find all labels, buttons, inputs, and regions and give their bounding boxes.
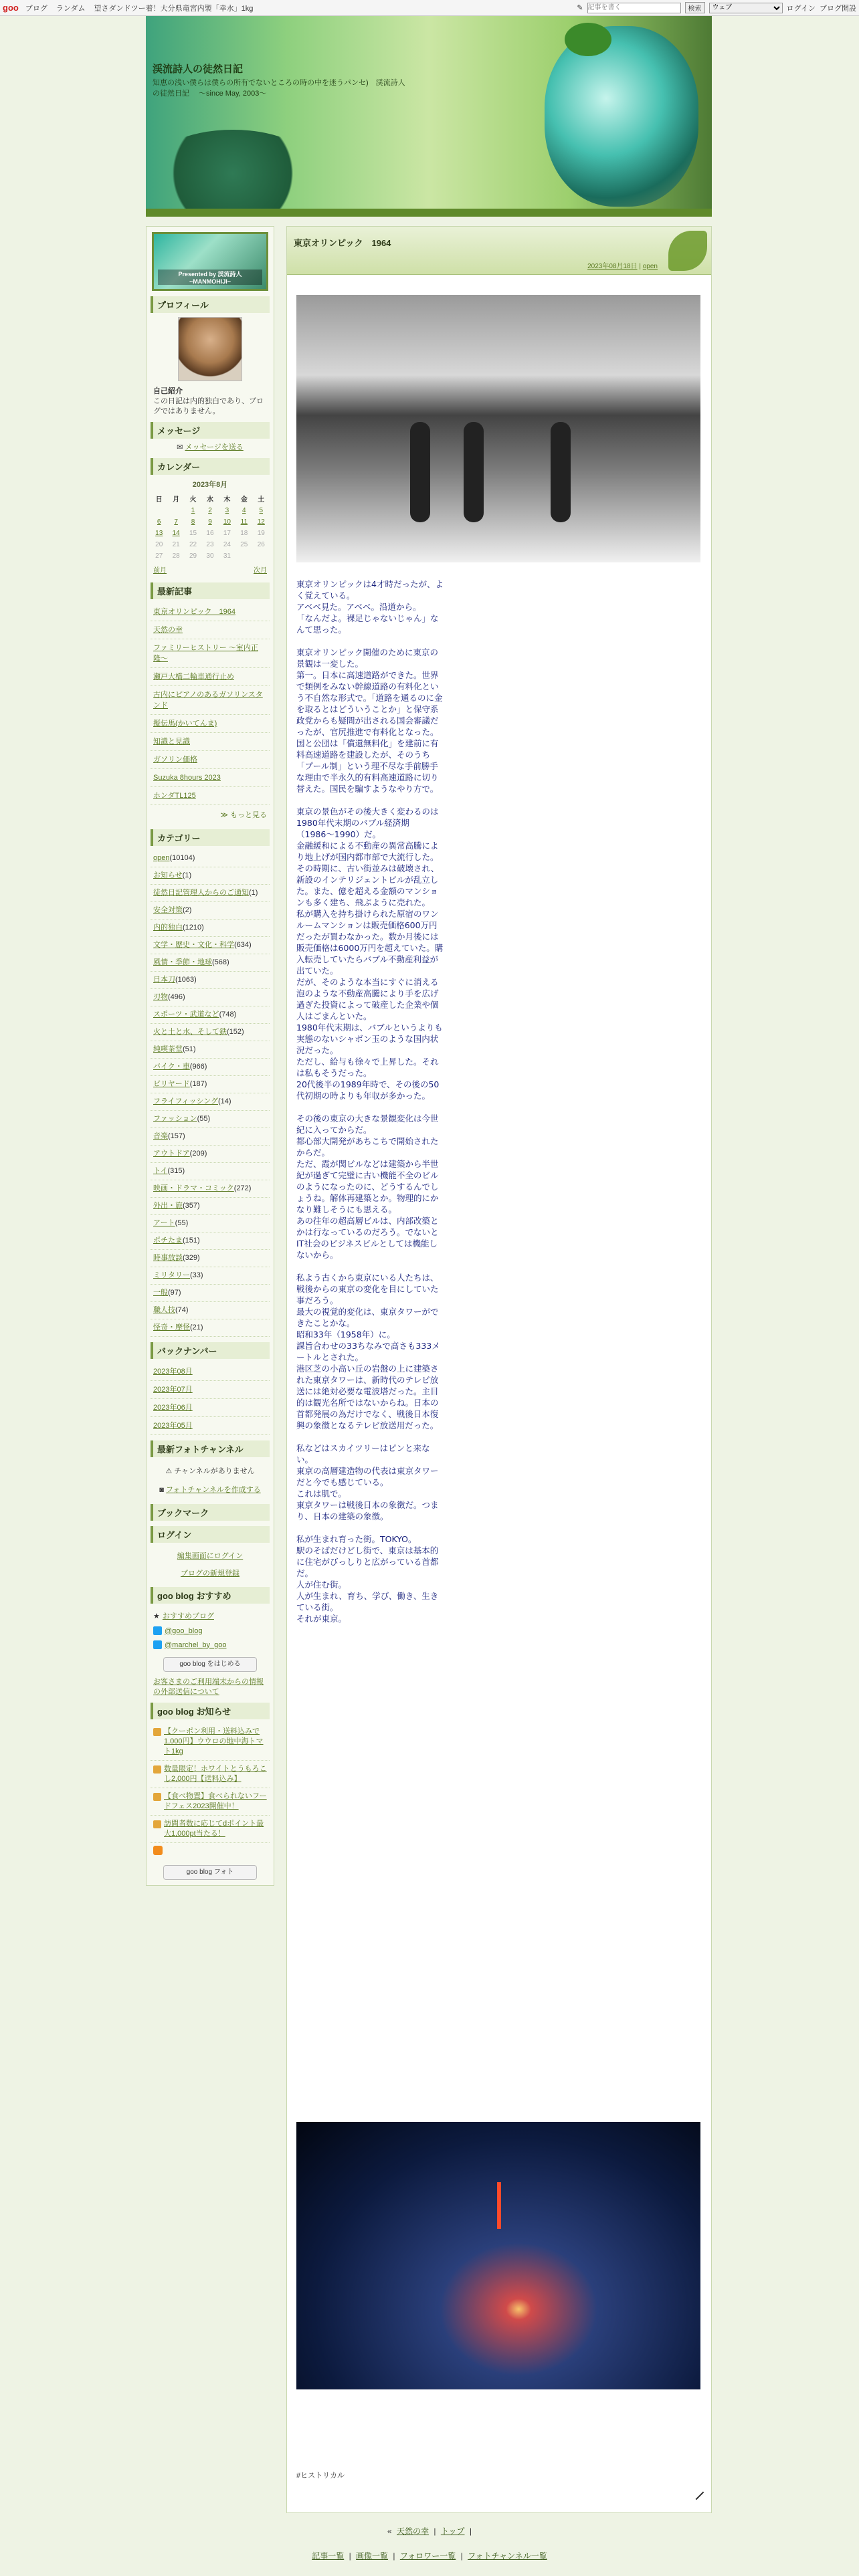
category-link[interactable]: ビリヤード [153,1080,190,1088]
category-link[interactable]: 純喫茶堂 [153,1045,183,1053]
category-item [151,1232,270,1250]
calendar-day[interactable]: 4 [242,507,246,514]
category-link[interactable]: 徒然日記管理人からのご通知 [153,889,249,897]
edit-login-link[interactable]: 編集画面にログイン [177,1552,244,1560]
entry-category[interactable]: open [642,263,658,270]
tokyo-night-photo[interactable] [296,2122,700,2389]
topbar-link-blog[interactable]: ブログ [25,4,47,13]
top-link[interactable]: トップ [440,2527,465,2536]
entry-list-link[interactable]: 記事一覧 [312,2551,345,2561]
search-input[interactable] [587,3,681,13]
category-link[interactable]: 風情・季節・地球 [153,958,212,966]
backnumber-section [151,1342,270,1435]
calendar-weekday: 水 [206,496,213,504]
recent-entry-link[interactable]: Suzuka 8hours 2023 [151,769,270,787]
calendar-day: 25 [240,541,248,548]
category-link[interactable]: お知らせ [153,871,183,879]
category-count: (97) [168,1289,181,1297]
category-link[interactable]: 外出・旅 [153,1202,183,1210]
profile-label: 自己紹介 [153,387,183,395]
recent-entry-link[interactable]: ファミリーヒストリー 〜室内正隆〜 [151,639,270,668]
category-item [151,1128,270,1146]
blog-open-link[interactable]: ブログ開設 [820,4,856,13]
category-link[interactable]: トイ [153,1167,168,1175]
prev-entry-link[interactable]: 天然の幸 [397,2527,430,2536]
topbar-link-promo[interactable]: 望さダンドツー着！大分県竜宮内製「幸水」1kg [94,4,254,13]
calendar-day: 30 [206,552,214,560]
create-channel-link[interactable]: フォトチャンネルを作成する [165,1486,261,1494]
runner-figure [551,422,571,522]
recommend-section [151,1587,270,1697]
category-item [151,1285,270,1302]
entry-paragraph: 東京の景色がその後大きく変わるのは1980年代末期のバブル経済期（1986〜1990）だ。 金融緩和による不動産の異常高騰により地上げが国内都市部で大流行した。 その時期に、古い街並みは破壊され、新設のインテリジェントビルが乱立した。また、億を超える金額のマンションも多く建ち、飛ぶように売れた。 私が購入を持ち掛けられた原宿のワンルームマンションは販売価格600万円だったが買わなかった。数か月後には販売価格は6000万円を超えていた。購入転売していたらバブル不動産利益が出ていた。 だが、そのような本当にすぐに消える泡のような不動産高騰により手を広げ過ぎた投資によって破産した企業や個人はごまんといた。 1980年代末期は、バブルというよりも実態のないシャボン玉のような国内状況だった。 ただし、給与も徐々で上昇した。それは私もそうだった。 20代後半の1989年時で、その後の50代初期の時よりも年収が多かった。 [296,807,444,1101]
recent-entry-link[interactable]: 知識と見識 [151,733,270,751]
entry-paragraph: 東京オリンピック開催のために東京の景観は一変した。 第一。日本に高速道路ができた。世界で類例をみない幹線道路の有料化という不自然な形式で。「道路を通るのに金を取るとはどういうことか」と保守系政党からも疑問が出される国会審議だったが、官尻推進で有料化となった。 国と公団は「償還無料化」を建前に有料高速道路を建設したが、そのうち「プール制」という理不尽な手前勝手な理由で半永久的有料高速道路に切り替えた。国民を騙すようなやり方で。 [296,647,443,794]
category-count: (21) [190,1323,203,1331]
backnumber-link[interactable]: 2023年07月 [151,1381,270,1399]
notice-link[interactable]: 訪問者数に応じてdポイント最大1,000pt当たる！ [164,1820,264,1838]
category-count: (187) [189,1080,207,1088]
search-button[interactable]: 検索 [685,2,705,13]
category-count: (1210) [183,924,204,932]
recommend-link[interactable]: おすすめブログ [162,1612,214,1620]
category-item [151,1198,270,1215]
calendar-day: 15 [189,530,197,537]
calendar-day: 22 [189,541,197,548]
camera-icon: ◙ [159,1486,164,1494]
footer [0,2525,859,2561]
runner-figure [464,422,484,522]
category-item [151,1076,270,1093]
message-section [151,422,270,453]
category-link[interactable]: アウトドア [153,1150,190,1158]
notice-link[interactable]: 数量限定！ホワイトとうもろこし2,000円【送料込み】 [164,1765,267,1783]
category-item [151,1319,270,1337]
category-count: (151) [183,1237,200,1245]
recommend-heading: goo blog おすすめ [151,1587,270,1604]
goo-topbar [0,0,859,16]
calendar-weekday: 火 [189,496,197,504]
category-item [151,1111,270,1128]
calendar-day: 16 [206,530,214,537]
category-link[interactable]: 怪奇・摩怪 [153,1323,190,1331]
calendar-day[interactable]: 6 [157,518,161,526]
entry-header [287,227,711,275]
calendar-day: 31 [223,552,231,560]
category-count: (10104) [169,854,195,862]
category-count: (1) [182,871,192,879]
category-count: (152) [227,1028,244,1036]
calendar-day[interactable]: 13 [155,530,163,537]
calendar-day[interactable]: 14 [172,530,180,537]
goo-photo-button[interactable]: goo blog フォト [163,1865,257,1880]
next-month-link[interactable]: 次月 [254,567,267,574]
twitter-icon [153,1626,162,1635]
notice-item [151,1761,270,1788]
category-link[interactable]: open [153,854,170,862]
category-item [151,1093,270,1111]
goo-logo[interactable]: goo [3,3,19,13]
avatar [178,317,242,381]
blog-thumbnail[interactable] [152,232,268,291]
leaf-icon [668,231,707,271]
category-item [151,989,270,1006]
category-count: (1063) [175,976,197,984]
backnumber-heading: バックナンバー [151,1342,270,1359]
calendar-day[interactable]: 11 [240,518,248,526]
twitter-goo-link[interactable]: @goo_blog [165,1626,203,1635]
image-list-link[interactable]: 画像一覧 [356,2551,389,2561]
calendar-day[interactable]: 8 [191,518,195,526]
category-link[interactable]: フライフィッシング [153,1097,218,1105]
header-divider [146,209,712,217]
category-item [151,867,270,885]
recent-entry-link[interactable]: 瀬戸大橋二輪車通行止め [151,668,270,686]
category-link[interactable]: 火と土と水、そして鉄 [153,1028,227,1036]
rss-icon[interactable] [153,1846,163,1855]
recent-entry-link[interactable]: ガソリン価格 [151,751,270,769]
no-channel-text: チャンネルがありません [174,1467,255,1475]
photo-channel-list-link[interactable]: フォトチャンネル一覧 [468,2551,547,2561]
login-link[interactable]: ログイン [786,4,816,13]
news-heading: goo blog お知らせ [151,1703,270,1719]
message-heading: メッセージ [151,422,270,439]
topbar-right [577,2,856,13]
blog-description: 知恵の浅い僕らは僕らの所有でないところの時の中を迷うパンセ) 渓流詩人の徒然日記 〜since May, 2003〜 [153,79,405,98]
entry-date[interactable]: 2023年08月18日 [587,263,638,270]
recent-entry-link[interactable]: ホンダTL125 [151,787,270,805]
category-link[interactable]: 安全対策 [153,906,183,914]
calendar-day: 26 [257,541,265,548]
notice-item [151,1816,270,1843]
calendar-day [253,550,270,562]
header-ornament [146,130,320,217]
blog-title[interactable]: 渓流詩人の徒然日記 [153,64,244,75]
category-link[interactable]: バイク・車 [153,1063,190,1071]
prev-month-link[interactable]: 前月 [153,567,167,574]
category-item [151,1059,270,1076]
calendar-day[interactable]: 7 [174,518,178,526]
category-link[interactable]: 文学・歴史・文化・科学 [153,941,234,949]
category-link[interactable]: スポーツ・武道など [153,1010,219,1018]
profile-section [151,296,270,417]
category-count: (329) [183,1254,200,1262]
warning-icon: ⚠ [165,1467,173,1475]
category-item [151,1024,270,1041]
category-item [151,920,270,937]
entry-panel [286,226,712,2513]
category-count: (634) [234,941,252,949]
footer-nav-1: « 天然の幸 | トップ | [387,2527,472,2536]
calendar-day: 24 [223,541,231,548]
profile-text: この日記は内的独白であり、ブログではありません。 [153,397,264,415]
category-item [151,1163,270,1180]
category-count: (357) [183,1202,200,1210]
category-link[interactable]: 職人技 [153,1306,175,1314]
category-link[interactable]: 時事放談 [153,1254,183,1262]
category-item [151,1041,270,1059]
send-message-link[interactable]: メッセージを送る [185,443,244,451]
star-icon: ★ [153,1612,160,1620]
calendar-day: 21 [172,541,180,548]
twitter-icon [153,1640,162,1649]
calendar-day: 27 [155,552,163,560]
notice-icon [153,1728,161,1736]
calendar-day: 18 [240,530,248,537]
category-count: (33) [190,1271,203,1279]
category-item [151,1006,270,1024]
calendar-day [151,505,167,516]
recent-entry-link[interactable]: 擬伝馬(かいてんま) [151,715,270,733]
calendar-day: 28 [172,552,180,560]
calendar-day: 29 [189,552,197,560]
category-count: (55) [175,1219,189,1227]
calendar-day[interactable]: 10 [223,518,231,526]
entry-paragraph: 私が生まれ育った街。TOKYO。 駅のそばだけどし街で、東京は基本的に住宅がびっしりと広がっている首都だ。 人が住む街。 人が生まれ、育ち、学び、働き、生きている街。 それが東京。 [296,1534,439,1624]
category-item [151,1215,270,1232]
entry-title[interactable]: 東京オリンピック 1964 [294,238,391,248]
category-link[interactable]: ポチたま [153,1237,183,1245]
entry-meta: 2023年08月18日 | open [587,263,658,270]
backnumber-link[interactable]: 2023年05月 [151,1417,270,1435]
calendar-day[interactable]: 1 [191,507,195,514]
calendar-day: 20 [155,541,163,548]
photo-channel-heading: 最新フォトチャンネル [151,1440,270,1457]
login-section [151,1526,270,1582]
bookmark-heading: ブックマーク [151,1504,270,1521]
recent-heading: 最新記事 [151,582,270,599]
notice-icon [153,1820,161,1828]
privacy-link[interactable]: お客さまのご利用端末からの情報の外部送信について [153,1678,264,1696]
header-dessert-image [545,26,698,207]
category-count: (55) [197,1115,211,1123]
new-blog-link[interactable]: ブログの新規登録 [181,1570,240,1578]
category-count: (14) [217,1097,231,1105]
category-count: (1) [249,889,258,897]
notice-item [151,1723,270,1761]
category-count: (568) [212,958,229,966]
recent-entry-link[interactable]: 東京オリンピック 1964 [151,603,270,621]
entry-paragraph: その後の東京の大きな景観変化は今世紀に入ってからだ。 都心部大開発があちこちで開始されたからだ。 ただ、霞が関ビルなどは建築から半世紀が過ぎて完璧に古い機能不全のビルのようになったのに、どうするんでしょうね。解体再建築とか。物理的にかなり難しそうにも思える。 あの往年の超高層ビルは、内部改築とかは行なっているのだろう。でないとIT社会のビジネスビルとしては機能しないから。 [296,1113,439,1260]
profile-heading: プロフィール [151,296,270,313]
calendar-day[interactable]: 5 [259,507,264,514]
category-section [151,829,270,1337]
category-item [151,1146,270,1163]
category-item [151,885,270,902]
category-link[interactable]: 映画・ドラマ・コミック [153,1184,234,1192]
envelope-icon: ✉ [177,443,183,451]
footer-nav-2: 記事一覧 | 画像一覧 | フォロワー一覧 | フォトチャンネル一覧 [312,2551,547,2561]
category-link[interactable]: アート [153,1219,175,1227]
category-link[interactable]: ファッション [153,1115,197,1123]
category-heading: カテゴリー [151,829,270,846]
recent-entry-link[interactable]: 天然の幸 [151,621,270,639]
entry-paragraph: 私よう古くから東京にいる人たちは、戦後からの東京の変化を目にしていた事だろう。 最大の視覚的変化は、東京タワーができたことかな。 昭和33年（1958年）に。 課旨合わせの33ちなみで高さも333メートルとされた。 港区芝の小高い丘の岩盤の上に建築された東京タワーは、新時代のテレビ放送には絶対必要な電波塔だった。主目的は観光名所ではないからね。日本の首都発展の為だけでなく、戦後日本復興の象徴となるテレビ放送用だった。 [296,1273,440,1430]
category-item [151,972,270,989]
category-count: (272) [233,1184,252,1192]
calendar-day: 19 [257,530,265,537]
calendar-nav [151,562,270,577]
calendar-day[interactable]: 12 [257,518,265,526]
category-item [151,954,270,972]
notice-icon [153,1765,161,1774]
calendar-heading: カレンダー [151,458,270,475]
notice-link[interactable]: 【食べ物置】食べられないフードフェス2023開催中！ [164,1792,267,1810]
category-count: (315) [167,1167,185,1175]
calendar-weekday: 金 [240,496,248,504]
category-link[interactable]: 刃物 [153,993,168,1001]
category-count: (2) [183,906,192,914]
runner-figure [410,422,430,522]
calendar-day [167,505,184,516]
news-section [151,1703,270,1880]
entry-paragraph: 私などはスカイツリーはピンと来ない。 東京の高層建造物の代表は東京タワーだと今でも感じている。 これは肌で。 東京タワーは戦後日本の象徴だ。つまり、日本の建築の象徴。 [296,1443,439,1521]
topbar-link-random[interactable]: ランダム [56,4,86,13]
notice-item [151,1788,270,1816]
follower-list-link[interactable]: フォロワー一覧 [399,2551,456,2561]
category-item [151,937,270,954]
pencil-icon: ✎ [577,4,583,12]
sidebar [146,226,274,1886]
notice-link[interactable]: 【クーポン利用・送料込みで1,000円】ウウロの地中海トマト1kg [164,1727,264,1755]
marathon-photo[interactable] [296,295,700,562]
category-count: (209) [189,1150,207,1158]
recent-section [151,582,270,824]
backnumber-link[interactable]: 2023年08月 [151,1363,270,1381]
category-item [151,1267,270,1285]
category-link[interactable]: 内的独白 [153,924,183,932]
category-count: (51) [183,1045,196,1053]
category-item [151,902,270,920]
calendar-day: 17 [223,530,231,537]
category-link[interactable]: 一般 [153,1289,168,1297]
category-count: (157) [168,1132,185,1140]
calendar-section [151,458,270,577]
calendar-day[interactable]: 2 [208,507,212,514]
calendar-day: 23 [206,541,214,548]
topbar-nav [25,3,260,13]
entry-body [296,578,444,1636]
edit-icon[interactable] [689,2485,704,2500]
category-count: (748) [219,1010,237,1018]
entry-tag[interactable]: #ヒストリカル [296,2472,345,2480]
tokyo-tower-figure [497,2182,501,2229]
recent-entry-link[interactable]: 古内にピアノのあるガソリンスタンド [151,686,270,715]
search-scope-select[interactable] [709,3,783,13]
calendar-title: 2023年8月 [192,481,228,489]
notice-icon [153,1793,161,1801]
thumbnail-caption: Presented by 渓流詩人 ~MANMOHIJI~ [158,270,262,285]
blog-header [146,16,712,217]
login-heading: ログイン [151,1526,270,1543]
category-item [151,850,270,867]
category-count: (496) [168,993,185,1001]
calendar-day[interactable]: 9 [208,518,212,526]
category-link[interactable]: 日本刀 [153,976,175,984]
bookmark-section [151,1504,270,1521]
calendar-weekday: 木 [223,496,231,504]
category-item [151,1250,270,1267]
category-item [151,1180,270,1198]
calendar-day [235,550,252,562]
entry-paragraph: 東京オリンピックは4才時だったが、よく覚えている。 アベベ見た。アベベ。沿道から。 「なんだよ。裸足じゃないじゃん」なんて思った。 [296,579,444,635]
twitter-marchel-link[interactable]: @marchel_by_goo [165,1640,227,1649]
category-item [151,1302,270,1319]
more-link[interactable]: ≫ もっと見る [220,811,267,819]
mint-leaf-image [565,23,611,56]
photo-channel-section [151,1440,270,1499]
calendar-weekday: 土 [258,496,265,504]
category-count: (966) [189,1063,207,1071]
category-link[interactable]: ミリタリー [153,1271,190,1279]
calendar-weekday: 月 [173,496,180,504]
calendar-weekday: 日 [155,496,163,504]
calendar-day[interactable]: 3 [225,507,229,514]
category-count: (74) [175,1306,189,1314]
category-link[interactable]: 音楽 [153,1132,168,1140]
calendar-table [151,492,270,562]
backnumber-link[interactable]: 2023年06月 [151,1399,270,1417]
start-goo-blog-button[interactable]: goo blog をはじめる [163,1657,257,1672]
